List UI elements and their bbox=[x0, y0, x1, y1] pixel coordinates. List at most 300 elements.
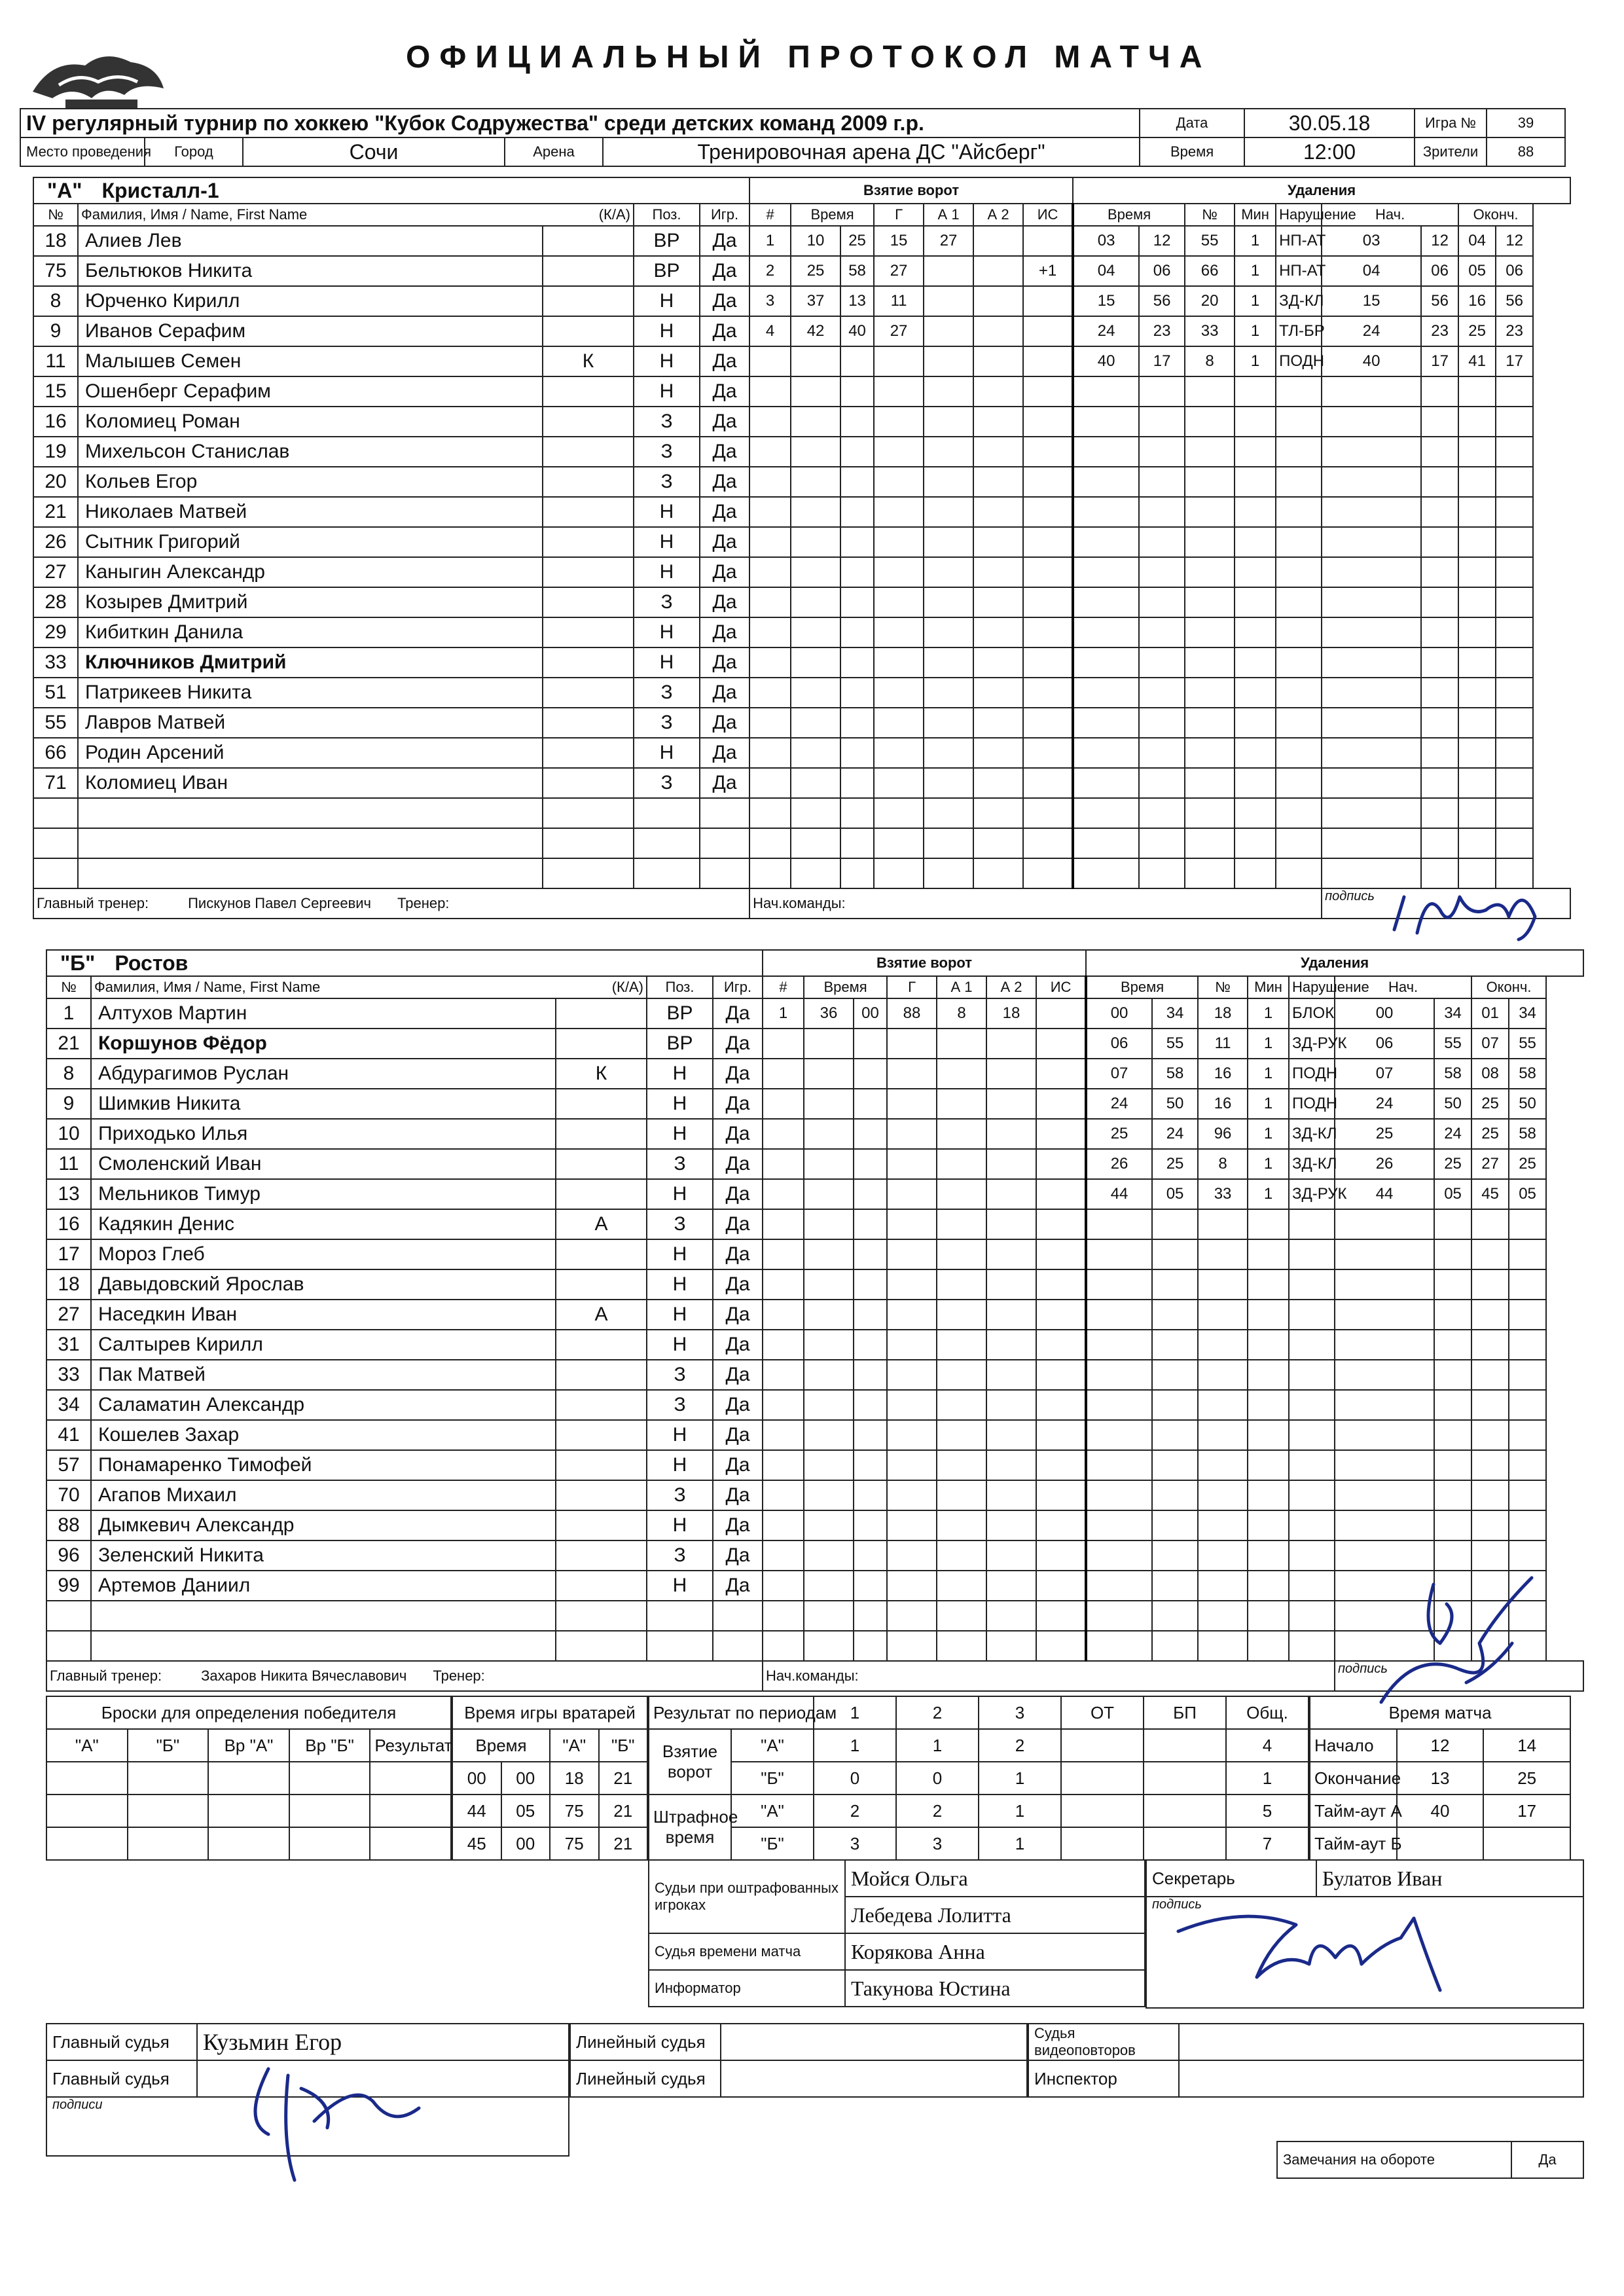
goal-ss bbox=[840, 708, 874, 738]
penalty-mm: 26 bbox=[1086, 1149, 1152, 1179]
penalty-ss bbox=[1152, 1540, 1198, 1571]
goal-mm bbox=[791, 678, 840, 708]
penalty-viol: НП-АТ bbox=[1276, 256, 1322, 286]
goal-g bbox=[887, 1420, 937, 1450]
goal-n: 1 bbox=[749, 226, 791, 256]
penalty-mm bbox=[1086, 1631, 1152, 1661]
shootout-cell bbox=[370, 1795, 451, 1827]
match-time-minute: 25 bbox=[1483, 1762, 1570, 1795]
penalty-e1 bbox=[1471, 1209, 1509, 1239]
period-value bbox=[1061, 1827, 1144, 1860]
period-col: Общ. bbox=[1226, 1696, 1308, 1729]
penalty-s2 bbox=[1421, 798, 1458, 828]
penalty-e1 bbox=[1471, 1510, 1509, 1540]
penalty-ss bbox=[1139, 437, 1185, 467]
penalty-e2 bbox=[1496, 587, 1533, 617]
player-row bbox=[33, 858, 1570, 888]
penalty-e2: 06 bbox=[1496, 256, 1533, 286]
goal-a1 bbox=[937, 1089, 986, 1119]
penalty-e1: 25 bbox=[1458, 316, 1496, 346]
penalty-no bbox=[1198, 1390, 1248, 1420]
period-col: ОТ bbox=[1061, 1696, 1144, 1729]
player-row bbox=[33, 226, 1570, 256]
period-value: 2 bbox=[979, 1729, 1061, 1762]
penalty-ss bbox=[1152, 1571, 1198, 1601]
shootout-col: Вр "А" bbox=[208, 1729, 289, 1762]
penalty-e2 bbox=[1509, 1390, 1546, 1420]
penalty-viol: НП-АТ bbox=[1276, 226, 1322, 256]
player-row bbox=[46, 1179, 1583, 1209]
player-captain-mark bbox=[556, 1631, 647, 1661]
penalty-e1 bbox=[1458, 497, 1496, 527]
goal-ss bbox=[840, 858, 874, 888]
player-name: Коршунов Фёдор bbox=[91, 1029, 556, 1059]
goal-g bbox=[874, 587, 924, 617]
player-played: Да bbox=[713, 1360, 763, 1390]
goal-mm bbox=[791, 617, 840, 647]
player-name: Алтухов Мартин bbox=[91, 998, 556, 1029]
period-value: 1 bbox=[896, 1729, 979, 1762]
secretary-signature-label: подпись bbox=[1146, 1897, 1583, 2008]
penalty-ss bbox=[1139, 587, 1185, 617]
penalty-viol bbox=[1276, 768, 1322, 798]
player-name: Каныгин Александр bbox=[78, 557, 543, 587]
penalty-e2: 50 bbox=[1509, 1089, 1546, 1119]
penalty-min bbox=[1248, 1540, 1289, 1571]
player-position: Н bbox=[634, 738, 700, 768]
penalty-s1 bbox=[1335, 1480, 1434, 1510]
penalty-ss bbox=[1139, 376, 1185, 407]
goal-n bbox=[749, 738, 791, 768]
penalty-no bbox=[1185, 376, 1235, 407]
player-row bbox=[46, 1239, 1583, 1269]
penalty-mm: 40 bbox=[1073, 346, 1139, 376]
penalty-s1 bbox=[1335, 1209, 1434, 1239]
goal-g bbox=[887, 1360, 937, 1390]
goal-a1 bbox=[937, 1300, 986, 1330]
goal-ss bbox=[854, 1149, 887, 1179]
goal-is bbox=[1023, 467, 1073, 497]
penalty-s1 bbox=[1322, 678, 1421, 708]
penalty-e1 bbox=[1458, 678, 1496, 708]
penalty-e2 bbox=[1496, 407, 1533, 437]
goal-n: 3 bbox=[749, 286, 791, 316]
penalty-s2 bbox=[1421, 587, 1458, 617]
penalty-s1: 04 bbox=[1322, 256, 1421, 286]
penalty-mm bbox=[1073, 587, 1139, 617]
col-played: Игр. bbox=[700, 204, 749, 226]
penalty-no: 55 bbox=[1185, 226, 1235, 256]
goal-g bbox=[887, 1269, 937, 1300]
penalty-ss bbox=[1139, 527, 1185, 557]
goal-a1 bbox=[924, 467, 973, 497]
penalty-mm bbox=[1086, 1209, 1152, 1239]
player-number: 18 bbox=[33, 226, 78, 256]
penalty-e1 bbox=[1458, 527, 1496, 557]
goal-g bbox=[887, 1239, 937, 1269]
penalty-s2 bbox=[1421, 647, 1458, 678]
match-time-hour: 13 bbox=[1397, 1762, 1484, 1795]
player-row bbox=[46, 1360, 1583, 1390]
col-pen-no: № bbox=[1185, 204, 1235, 226]
goal-ss: 00 bbox=[854, 998, 887, 1029]
goal-n bbox=[749, 617, 791, 647]
player-row bbox=[46, 1571, 1583, 1601]
goal-is bbox=[1023, 587, 1073, 617]
goal-a2 bbox=[973, 828, 1023, 858]
penalty-mm bbox=[1086, 1480, 1152, 1510]
player-position: Н bbox=[634, 316, 700, 346]
team-b-chief-signature bbox=[1362, 1571, 1558, 1728]
goal-a2 bbox=[986, 1239, 1036, 1269]
player-position: ВР bbox=[647, 998, 713, 1029]
game-no-label: Игра № bbox=[1415, 109, 1487, 137]
penalty-min bbox=[1248, 1269, 1289, 1300]
player-row bbox=[33, 256, 1570, 286]
goal-mm bbox=[791, 858, 840, 888]
penalty-s2: 50 bbox=[1434, 1089, 1471, 1119]
player-number: 21 bbox=[33, 497, 78, 527]
col-goal-no: # bbox=[749, 204, 791, 226]
player-captain-mark bbox=[556, 1149, 647, 1179]
penalty-mm bbox=[1073, 678, 1139, 708]
player-name: Мельников Тимур bbox=[91, 1179, 556, 1209]
penalty-e2 bbox=[1496, 647, 1533, 678]
penalty-no bbox=[1198, 1360, 1248, 1390]
penalty-s2: 25 bbox=[1434, 1149, 1471, 1179]
player-row bbox=[46, 1601, 1583, 1631]
penalty-mm bbox=[1086, 1269, 1152, 1300]
penalty-mm bbox=[1073, 738, 1139, 768]
secretary-signature bbox=[1165, 1892, 1466, 2023]
penalty-no bbox=[1185, 437, 1235, 467]
player-position: Н bbox=[647, 1239, 713, 1269]
player-name: Кадякин Денис bbox=[91, 1209, 556, 1239]
penalty-s1: 40 bbox=[1322, 346, 1421, 376]
goal-n bbox=[749, 678, 791, 708]
goal-a2 bbox=[973, 678, 1023, 708]
player-position: ВР bbox=[647, 1029, 713, 1059]
player-position: З bbox=[647, 1480, 713, 1510]
penalty-e2 bbox=[1509, 1239, 1546, 1269]
penalty-min: 1 bbox=[1248, 1179, 1289, 1209]
penalty-viol bbox=[1276, 587, 1322, 617]
player-position: Н bbox=[634, 557, 700, 587]
goal-a2 bbox=[986, 1510, 1036, 1540]
player-row bbox=[46, 1300, 1583, 1330]
period-value bbox=[1144, 1827, 1226, 1860]
goal-ss bbox=[854, 1601, 887, 1631]
penalty-s1 bbox=[1322, 587, 1421, 617]
penalty-mm: 07 bbox=[1086, 1059, 1152, 1089]
penalty-min: 1 bbox=[1248, 1059, 1289, 1089]
goal-mm bbox=[804, 1239, 854, 1269]
penalty-s1 bbox=[1335, 1540, 1434, 1571]
penalty-no bbox=[1198, 1269, 1248, 1300]
col-goal-scorer: Г bbox=[887, 976, 937, 998]
period-value: 3 bbox=[814, 1827, 896, 1860]
goals-section-title: Взятие ворот bbox=[763, 950, 1086, 976]
penalty-e1: 25 bbox=[1471, 1089, 1509, 1119]
date-label: Дата bbox=[1140, 109, 1244, 137]
goal-a2 bbox=[986, 1300, 1036, 1330]
goal-a1 bbox=[924, 497, 973, 527]
player-played bbox=[713, 1631, 763, 1661]
coach-label: Тренер: bbox=[397, 895, 450, 911]
col-name-label: Фамилия, Имя / Name, First Name bbox=[94, 979, 321, 995]
player-row bbox=[33, 407, 1570, 437]
goal-n bbox=[763, 1510, 804, 1540]
goal-a2 bbox=[986, 1330, 1036, 1360]
goal-g: 27 bbox=[874, 316, 924, 346]
col-ka-label: (К/А) bbox=[598, 206, 630, 223]
player-position: Н bbox=[647, 1330, 713, 1360]
coach-label: Тренер: bbox=[433, 1667, 485, 1684]
penalty-ss: 56 bbox=[1139, 286, 1185, 316]
goal-n bbox=[749, 376, 791, 407]
col-assist-2: А 2 bbox=[973, 204, 1023, 226]
goal-a1 bbox=[937, 1179, 986, 1209]
player-position: Н bbox=[634, 647, 700, 678]
player-number: 33 bbox=[33, 647, 78, 678]
team-chief-label: Нач.команды: bbox=[749, 888, 1322, 919]
penalty-mm bbox=[1073, 617, 1139, 647]
head-coach-label: Главный тренер: bbox=[37, 895, 149, 911]
penalty-viol bbox=[1289, 1360, 1335, 1390]
player-name: Агапов Михаил bbox=[91, 1480, 556, 1510]
team-chief-label: Нач.команды: bbox=[763, 1661, 1335, 1691]
penalty-e2 bbox=[1496, 497, 1533, 527]
goal-ss bbox=[840, 527, 874, 557]
penalty-viol bbox=[1276, 467, 1322, 497]
gk-b: 21 bbox=[599, 1827, 648, 1860]
player-captain-mark bbox=[556, 1119, 647, 1149]
remarks-label: Замечания на обороте bbox=[1277, 2141, 1511, 2178]
goal-n bbox=[749, 858, 791, 888]
player-row bbox=[33, 708, 1570, 738]
goal-a2 bbox=[973, 407, 1023, 437]
penalty-ss bbox=[1139, 467, 1185, 497]
goal-n bbox=[763, 1330, 804, 1360]
goal-mm bbox=[804, 1119, 854, 1149]
player-position: Н bbox=[647, 1571, 713, 1601]
goal-is bbox=[1023, 527, 1073, 557]
player-played: Да bbox=[713, 998, 763, 1029]
penalty-min: 1 bbox=[1235, 346, 1276, 376]
period-value: 1 bbox=[814, 1729, 896, 1762]
player-row bbox=[33, 647, 1570, 678]
penalty-viol bbox=[1276, 798, 1322, 828]
penalty-mm bbox=[1073, 497, 1139, 527]
team-title bbox=[33, 177, 749, 204]
video-referee-label: Судья видеоповторов bbox=[1028, 2024, 1179, 2060]
gk-a: 75 bbox=[550, 1827, 599, 1860]
match-time-label: Окончание bbox=[1310, 1762, 1397, 1795]
goal-g: 27 bbox=[874, 256, 924, 286]
player-captain-mark bbox=[556, 1510, 647, 1540]
penalty-e2: 05 bbox=[1509, 1179, 1546, 1209]
penalty-s1 bbox=[1335, 1450, 1434, 1480]
penalty-mm bbox=[1086, 1390, 1152, 1420]
player-played: Да bbox=[700, 226, 749, 256]
goal-is bbox=[1036, 1601, 1086, 1631]
informer-name: Такунова Юстина bbox=[845, 1970, 1145, 2007]
period-row-label: Взятие ворот bbox=[649, 1729, 731, 1795]
col-pen-min: Мин bbox=[1235, 204, 1276, 226]
goal-n: 2 bbox=[749, 256, 791, 286]
penalty-s2 bbox=[1421, 617, 1458, 647]
penalty-e1 bbox=[1458, 467, 1496, 497]
player-position: Н bbox=[647, 1059, 713, 1089]
penalty-min bbox=[1248, 1450, 1289, 1480]
player-played: Да bbox=[713, 1149, 763, 1179]
document-title: ОФИЦИАЛЬНЫЙ ПРОТОКОЛ МАТЧА bbox=[406, 40, 1212, 75]
goal-n bbox=[763, 1480, 804, 1510]
player-played: Да bbox=[713, 1209, 763, 1239]
penalty-viol bbox=[1289, 1450, 1335, 1480]
penalty-e1 bbox=[1458, 768, 1496, 798]
player-position: Н bbox=[647, 1420, 713, 1450]
goal-n: 4 bbox=[749, 316, 791, 346]
goal-a1: 8 bbox=[937, 998, 986, 1029]
goal-mm bbox=[804, 1059, 854, 1089]
penalty-no bbox=[1185, 768, 1235, 798]
player-captain-mark bbox=[543, 858, 634, 888]
goals-section-title: Взятие ворот bbox=[749, 177, 1073, 204]
goal-is bbox=[1036, 1029, 1086, 1059]
gk-a: 18 bbox=[550, 1762, 599, 1795]
penalty-s1 bbox=[1322, 527, 1421, 557]
gk-b: 21 bbox=[599, 1762, 648, 1795]
penalty-e1: 07 bbox=[1471, 1029, 1509, 1059]
goal-mm bbox=[804, 1631, 854, 1661]
player-row bbox=[33, 527, 1570, 557]
goal-g bbox=[887, 1119, 937, 1149]
goal-mm bbox=[804, 1179, 854, 1209]
goal-g bbox=[887, 1029, 937, 1059]
goal-mm bbox=[804, 1300, 854, 1330]
gk-col-b: "Б" bbox=[599, 1729, 648, 1762]
chief-referee-label-2: Главный судья bbox=[46, 2060, 197, 2097]
goal-a2 bbox=[986, 1089, 1036, 1119]
player-row bbox=[33, 286, 1570, 316]
col-pen-time: Время bbox=[1073, 204, 1185, 226]
penalty-e1: 04 bbox=[1458, 226, 1496, 256]
penalty-min bbox=[1235, 738, 1276, 768]
penalty-no bbox=[1198, 1601, 1248, 1631]
player-captain-mark bbox=[543, 828, 634, 858]
goal-ss bbox=[840, 768, 874, 798]
col-goal-no: # bbox=[763, 976, 804, 998]
goal-n bbox=[763, 1450, 804, 1480]
goal-a2 bbox=[973, 798, 1023, 828]
shootout-cell bbox=[289, 1795, 370, 1827]
penalty-mm: 44 bbox=[1086, 1179, 1152, 1209]
period-value: 1 bbox=[979, 1795, 1061, 1827]
head-coach-label: Главный тренер: bbox=[50, 1667, 162, 1684]
shootout-cell bbox=[289, 1827, 370, 1860]
penalty-ss bbox=[1139, 798, 1185, 828]
goal-n bbox=[763, 1390, 804, 1420]
goal-is: +1 bbox=[1023, 256, 1073, 286]
goal-ss bbox=[854, 1450, 887, 1480]
goal-a1 bbox=[924, 647, 973, 678]
player-row bbox=[33, 497, 1570, 527]
penalty-e2 bbox=[1509, 1450, 1546, 1480]
penalty-s2 bbox=[1421, 437, 1458, 467]
shootout-col: Результат bbox=[370, 1729, 451, 1762]
penalty-mm bbox=[1086, 1450, 1152, 1480]
goal-is bbox=[1023, 557, 1073, 587]
penalty-s2 bbox=[1421, 708, 1458, 738]
penalty-viol bbox=[1276, 858, 1322, 888]
penalty-no bbox=[1185, 858, 1235, 888]
player-position: З bbox=[634, 437, 700, 467]
gk-ss: 05 bbox=[501, 1795, 550, 1827]
goal-mm bbox=[791, 467, 840, 497]
penalty-viol bbox=[1276, 708, 1322, 738]
penalty-ss: 50 bbox=[1152, 1089, 1198, 1119]
goal-mm bbox=[804, 1601, 854, 1631]
goal-mm bbox=[791, 346, 840, 376]
penalty-s2 bbox=[1421, 497, 1458, 527]
goal-ss bbox=[840, 407, 874, 437]
penalty-e2 bbox=[1496, 617, 1533, 647]
penalty-s2 bbox=[1421, 738, 1458, 768]
penalty-min bbox=[1235, 527, 1276, 557]
player-captain-mark bbox=[543, 316, 634, 346]
video-inspector-table bbox=[1028, 2023, 1584, 2098]
goal-is bbox=[1036, 1300, 1086, 1330]
penalty-mm: 03 bbox=[1073, 226, 1139, 256]
penalty-ss bbox=[1139, 617, 1185, 647]
col-pen-violation: Нарушение bbox=[1276, 204, 1322, 226]
penalty-e1 bbox=[1458, 708, 1496, 738]
goal-n bbox=[749, 497, 791, 527]
penalty-viol bbox=[1276, 557, 1322, 587]
player-row bbox=[33, 557, 1570, 587]
penalty-e1 bbox=[1471, 1330, 1509, 1360]
penalty-e1: 08 bbox=[1471, 1059, 1509, 1089]
penalty-s2 bbox=[1421, 467, 1458, 497]
period-value bbox=[1061, 1795, 1144, 1827]
penalty-e1 bbox=[1458, 407, 1496, 437]
penalty-min bbox=[1235, 647, 1276, 678]
goal-n bbox=[763, 1179, 804, 1209]
player-played: Да bbox=[700, 587, 749, 617]
player-row bbox=[46, 1089, 1583, 1119]
penalty-ss bbox=[1152, 1420, 1198, 1450]
penalty-no: 11 bbox=[1198, 1029, 1248, 1059]
penalty-ss bbox=[1139, 678, 1185, 708]
player-captain-mark bbox=[556, 1330, 647, 1360]
penalty-mm: 00 bbox=[1086, 998, 1152, 1029]
penalty-e2 bbox=[1496, 376, 1533, 407]
goal-a1 bbox=[924, 617, 973, 647]
goal-ss bbox=[854, 1239, 887, 1269]
goal-g bbox=[874, 768, 924, 798]
goal-g bbox=[887, 1209, 937, 1239]
penalty-viol bbox=[1289, 1420, 1335, 1450]
penalty-e2 bbox=[1496, 798, 1533, 828]
player-name: Коломиец Иван bbox=[78, 768, 543, 798]
player-played: Да bbox=[700, 376, 749, 407]
player-name: Николаев Матвей bbox=[78, 497, 543, 527]
signature-label: подпись bbox=[1335, 1661, 1583, 1691]
penalty-e1 bbox=[1471, 1480, 1509, 1510]
goal-mm bbox=[791, 798, 840, 828]
goal-a1 bbox=[937, 1029, 986, 1059]
